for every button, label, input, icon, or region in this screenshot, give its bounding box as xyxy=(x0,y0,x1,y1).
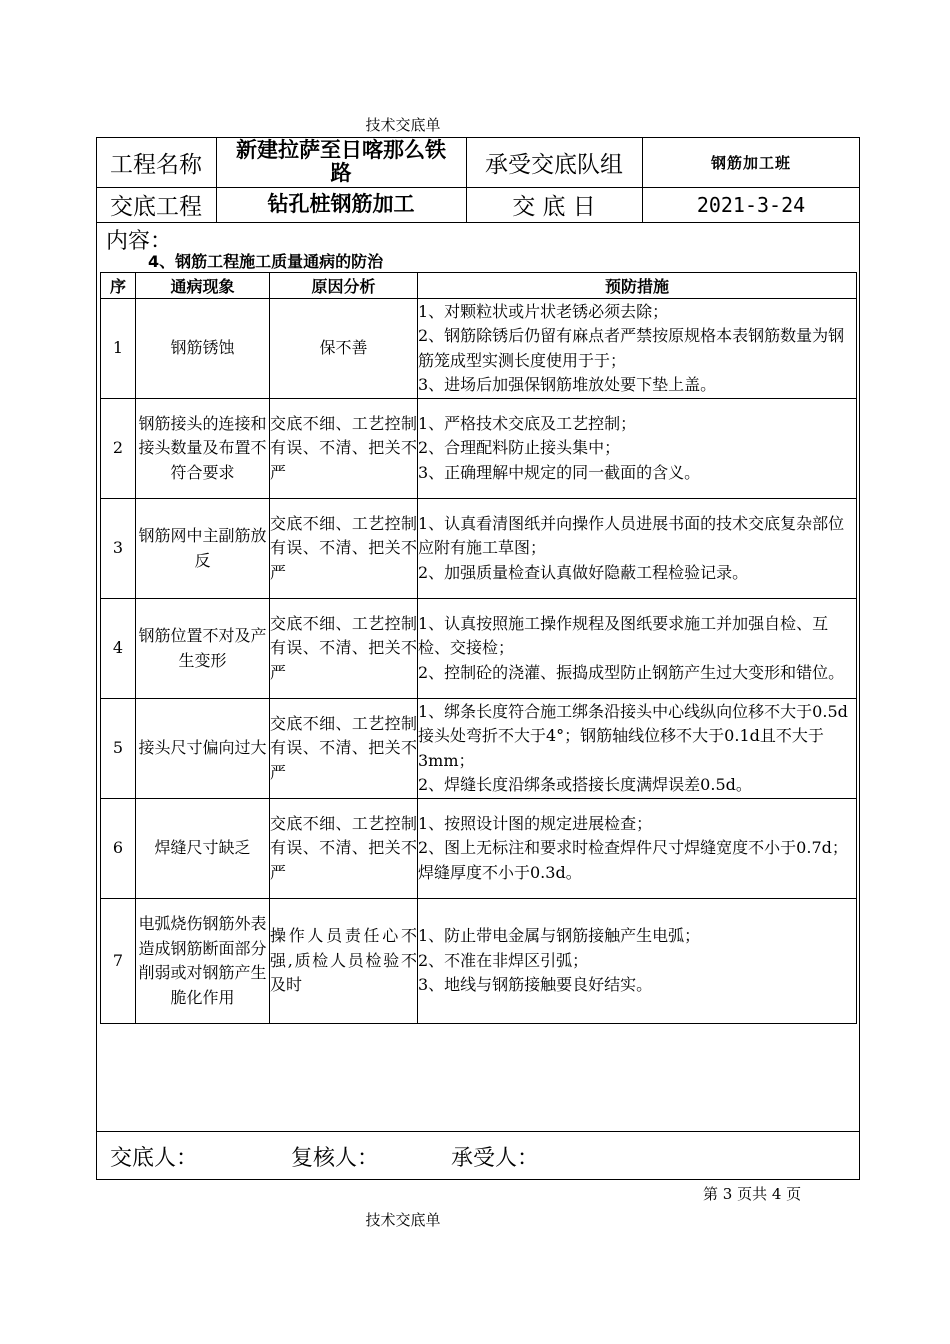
document-title: 技术交底单 xyxy=(365,116,441,134)
row-number: 7 xyxy=(101,899,136,1024)
work-item-label: 交底工程 xyxy=(110,194,202,220)
defect-phenomenon: 电弧烧伤钢筋外表造成钢筋断面部分削弱或对钢筋产生脆化作用 xyxy=(136,899,270,1024)
prevention-measures xyxy=(418,299,857,399)
defect-cause: 交底不细、工艺控制有误、不清、把关不严 xyxy=(270,499,418,599)
work-item-value: 钻孔桩钢筋加工 xyxy=(267,192,415,216)
presenter-signature-label: 交底人： xyxy=(110,1146,199,1171)
column-header-cause: 原因分析 xyxy=(270,273,418,299)
table-row xyxy=(101,499,857,599)
receiver-signature-label: 承受人： xyxy=(451,1146,540,1171)
defect-phenomenon: 钢筋锈蚀 xyxy=(136,299,270,399)
measure-item: 1、认真看清图纸并向操作人员进展书面的技术交底复杂部位应附有施工草图； xyxy=(418,513,845,558)
page-number: 第 3 页共 4 页 xyxy=(703,1185,802,1203)
header-divider xyxy=(96,222,860,223)
defect-phenomenon: 接头尺寸偏向过大 xyxy=(136,699,270,799)
handover-date-label: 交 底 日 xyxy=(512,194,596,220)
table-row xyxy=(101,399,857,499)
measure-item: 2、图上无标注和要求时检查焊件尺寸焊缝宽度不小于0.7d；焊缝厚度不小于0.3d。 xyxy=(418,838,848,882)
measure-item: 2、加强质量检查认真做好隐蔽工程检验记录。 xyxy=(418,562,749,582)
row-number: 5 xyxy=(101,699,136,799)
measure-item: 1、认真按照施工操作规程及图纸要求施工并加强自检、互检、交接检； xyxy=(418,613,829,658)
section-title: 4、钢筋工程施工质量通病的防治 xyxy=(148,252,384,271)
row-number: 4 xyxy=(101,599,136,699)
measure-item: 3、地线与钢筋接触要良好结实。 xyxy=(418,975,653,995)
next-document-title: 技术交底单 xyxy=(365,1211,441,1229)
defect-cause: 交底不细、工艺控制有误、不清、把关不严 xyxy=(270,699,418,799)
defect-cause: 交底不细、工艺控制有误、不清、把关不严 xyxy=(270,399,418,499)
signature-divider xyxy=(96,1131,860,1132)
measure-item: 1、严格技术交底及工艺控制； xyxy=(418,413,637,433)
table-row xyxy=(101,599,857,699)
prevention-measures xyxy=(418,499,857,599)
measure-item: 2、钢筋除锈后仍留有麻点者严禁按原规格本表钢筋数量为钢筋笼成型实测长度使用于于； xyxy=(418,326,845,370)
measure-item: 2、不准在非焊区引弧； xyxy=(418,950,589,970)
measure-item: 1、防止带电金属与钢筋接触产生电弧； xyxy=(418,926,701,946)
defect-phenomenon: 焊缝尺寸缺乏 xyxy=(136,799,270,899)
defects-table xyxy=(100,272,857,1024)
prevention-measures xyxy=(418,899,857,1024)
defect-cause: 保不善 xyxy=(270,299,418,399)
receiving-team-value: 钢筋加工班 xyxy=(710,153,791,172)
measure-item: 3、正确理解中规定的同一截面的含义。 xyxy=(418,462,701,482)
prevention-measures xyxy=(418,799,857,899)
defect-phenomenon: 钢筋位置不对及产生变形 xyxy=(136,599,270,699)
column-header-phenomenon: 通病现象 xyxy=(136,273,270,299)
receiving-team-label: 承受交底队组 xyxy=(485,151,623,178)
table-header-row xyxy=(101,273,857,299)
defect-phenomenon: 钢筋网中主副筋放反 xyxy=(136,499,270,599)
defect-phenomenon: 钢筋接头的连接和接头数量及布置不符合要求 xyxy=(136,399,270,499)
measure-item: 1、按照设计图的规定进展检查； xyxy=(418,813,653,833)
defect-cause: 交底不细、工艺控制有误、不清、把关不严 xyxy=(270,799,418,899)
measure-item: 2、焊缝长度沿绑条或搭接长度满焊误差0.5d。 xyxy=(418,775,752,794)
table-row xyxy=(101,899,857,1024)
measure-item: 2、控制砼的浇灌、振捣成型防止钢筋产生过大变形和错位。 xyxy=(418,662,845,682)
prevention-measures xyxy=(418,399,857,499)
column-header-measures: 预防措施 xyxy=(418,273,857,299)
table-row xyxy=(101,699,857,799)
prevention-measures xyxy=(418,599,857,699)
row-number: 1 xyxy=(101,299,136,399)
project-name-value: 新建拉萨至日喀那么铁路 xyxy=(236,138,446,185)
project-name-label: 工程名称 xyxy=(110,151,202,178)
measure-item: 1、绑条长度符合施工绑条沿接头中心线纵向位移不大于0.5d接头处弯折不大于4°；钢筋轴线位移不大于0.1d且不大于3mm； xyxy=(418,701,848,770)
row-number: 3 xyxy=(101,499,136,599)
measure-item: 3、进场后加强保钢筋堆放处要下垫上盖。 xyxy=(418,375,717,394)
defect-cause: 交底不细、工艺控制有误、不清、把关不严 xyxy=(270,599,418,699)
row-number: 2 xyxy=(101,399,136,499)
measure-item: 1、对颗粒状或片状老锈必须去除； xyxy=(418,301,669,321)
reviewer-signature-label: 复核人： xyxy=(291,1146,380,1171)
table-row xyxy=(101,299,857,399)
handover-date-value: 2021-3-24 xyxy=(696,192,806,217)
content-label: 内容： xyxy=(106,229,173,254)
defect-cause: 操作人员责任心不强,质检人员检验不及时 xyxy=(270,899,418,1024)
measure-item: 2、合理配料防止接头集中； xyxy=(418,438,621,458)
column-header-no: 序 xyxy=(101,273,136,299)
table-row xyxy=(101,799,857,899)
prevention-measures xyxy=(418,699,857,799)
row-number: 6 xyxy=(101,799,136,899)
